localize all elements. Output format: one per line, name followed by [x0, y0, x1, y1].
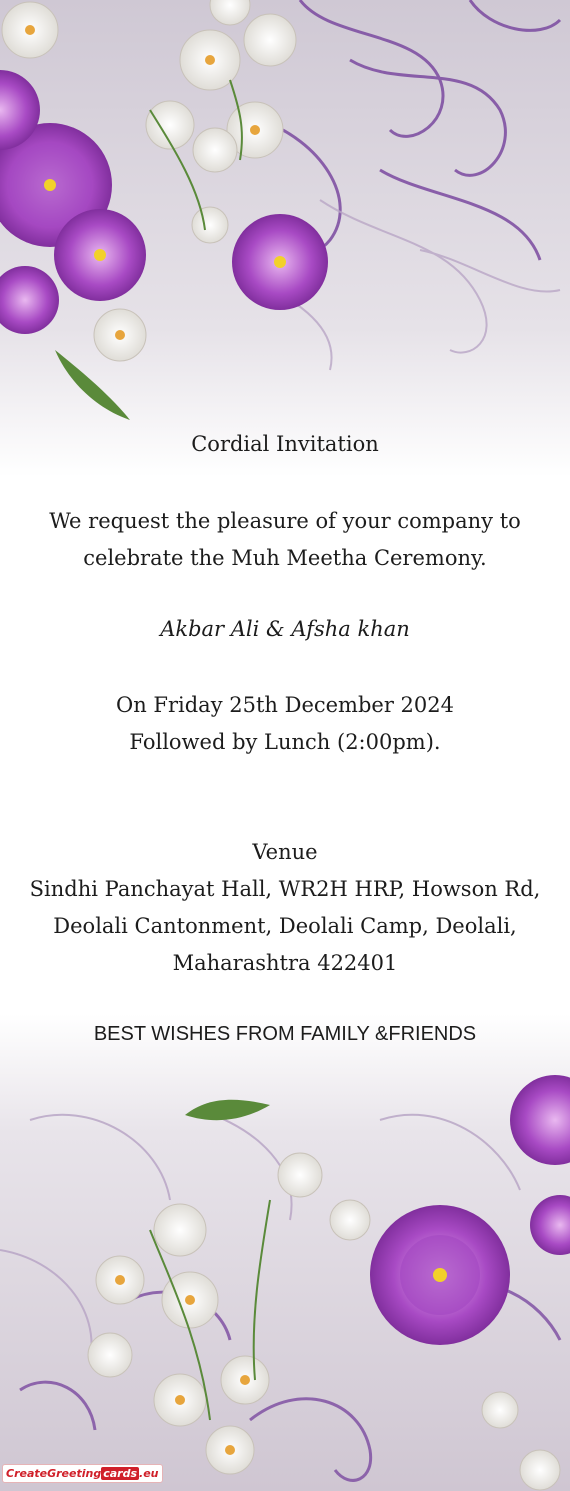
venue-line-2: Deolali Cantonment, Deolali Camp, Deolali, — [53, 914, 517, 938]
brand-part-3: .eu — [139, 1466, 159, 1480]
brand-logo-text — [2, 1464, 163, 1483]
brand-part-2: cards — [103, 1466, 138, 1480]
venue-line-3: Maharashtra 422401 — [172, 951, 398, 975]
event-date: On Friday 25th December 2024 — [116, 693, 454, 717]
best-wishes: BEST WISHES FROM FAMILY &FRIENDS — [93, 1023, 477, 1045]
brand-part-1: CreateGreeting — [6, 1466, 102, 1480]
venue-label: Venue — [252, 840, 318, 864]
request-line-2: celebrate the Muh Meetha Ceremony. — [83, 546, 487, 570]
brand-logo[interactable] — [2, 1460, 159, 1486]
event-followed-by: Followed by Lunch (2:00pm). — [129, 730, 441, 754]
venue-line-1: Sindhi Panchayat Hall, WR2H HRP, Howson Rd, — [29, 877, 541, 901]
request-line-1: We request the pleasure of your company to — [49, 509, 521, 533]
host-names: Akbar Ali & Afsha khan — [160, 617, 410, 641]
invitation-heading: Cordial Invitation — [191, 432, 379, 456]
